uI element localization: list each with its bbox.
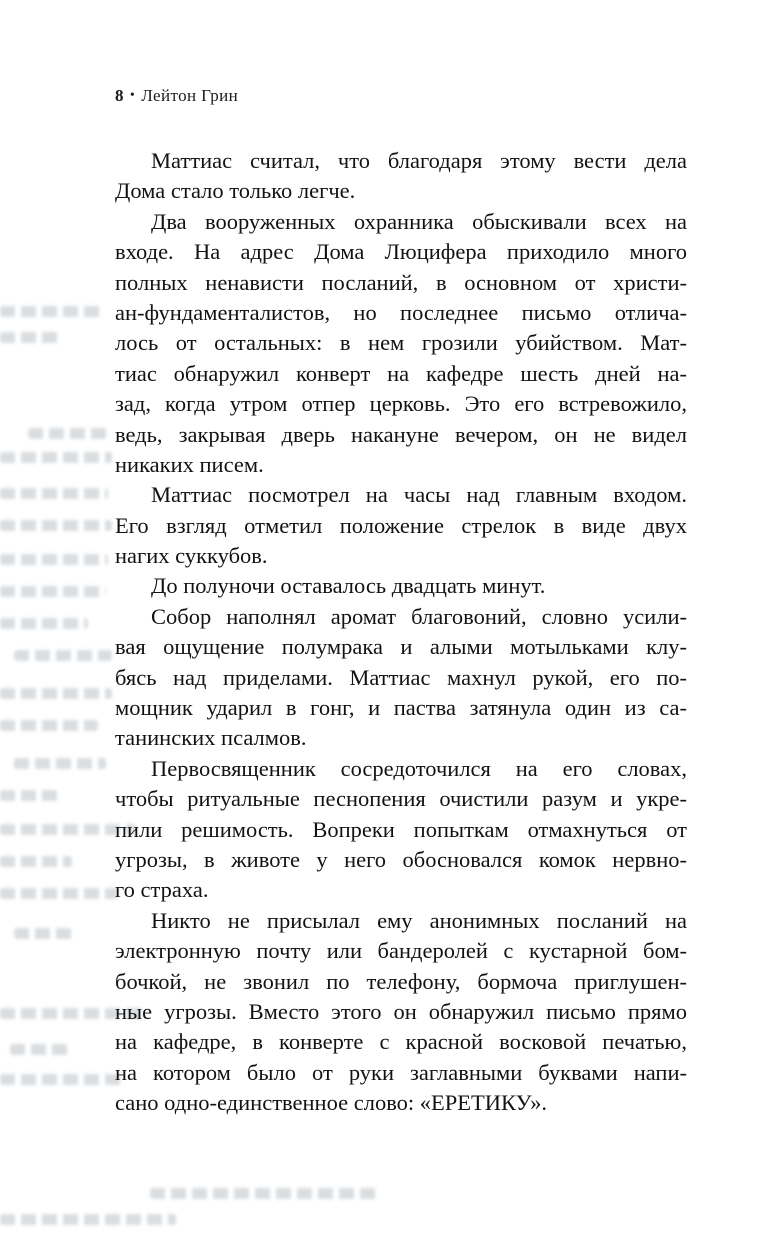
showthrough-text-smudge <box>0 488 108 499</box>
text-line: нагих суккубов. <box>115 543 268 569</box>
showthrough-text-smudge <box>0 520 112 531</box>
showthrough-text-smudge <box>0 888 118 899</box>
paragraph <box>115 146 687 207</box>
text-line: ан-фундаменталистов, но последнее письмо отлича- <box>115 299 687 325</box>
text-line: Собор наполнял аромат благовоний, словно усили- <box>151 603 687 629</box>
text-line: Первосвященник сосредоточился на его словах, <box>151 755 687 781</box>
text-line: входе. На адрес Дома Люцифера приходило много <box>115 239 687 265</box>
text-line: вая ощущение полумрака и алыми мотыльками клу- <box>115 634 687 660</box>
author-name: Лейтон Грин <box>141 86 239 105</box>
paragraph <box>115 480 687 571</box>
page-number: 8 <box>115 86 124 105</box>
showthrough-text-smudge <box>0 586 106 597</box>
text-line: сано одно-единственное слово: «ЕРЕТИКУ». <box>115 1090 547 1116</box>
text-line: тиас обнаружил конверт на кафедре шесть дней на- <box>115 360 687 386</box>
text-line: До полуночи оставалось двадцать минут. <box>151 573 546 599</box>
showthrough-text-smudge <box>14 758 106 769</box>
text-line: Никто не присылал ему анонимных посланий на <box>151 907 687 933</box>
text-line: на кафедре, в конверте с красной восковой печатью, <box>115 1029 687 1055</box>
text-line: бясь над приделами. Маттиас махнул рукой, его по- <box>115 664 687 690</box>
text-line: Маттиас считал, что благодаря этому вести дела <box>151 148 687 173</box>
paragraph <box>115 571 687 601</box>
showthrough-text-smudge <box>0 1214 176 1225</box>
text-line: Дома стало только легче. <box>115 178 356 204</box>
text-line: зад, когда утром отпер церковь. Это его встревожило, <box>115 391 687 417</box>
showthrough-text-smudge <box>10 1044 68 1055</box>
text-line: бочкой, не звонил по телефону, бормоча приглушен- <box>115 968 687 994</box>
text-line: на котором было от руки заглавными буквами напи- <box>115 1059 687 1085</box>
showthrough-text-smudge <box>0 306 100 317</box>
showthrough-text-smudge <box>0 554 108 565</box>
text-line: танинских псалмов. <box>115 725 307 751</box>
text-line: чтобы ритуальные песнопения очистили разум и укре- <box>115 786 687 812</box>
running-header <box>115 86 238 106</box>
showthrough-text-smudge <box>0 1074 126 1085</box>
paragraph <box>115 754 687 906</box>
showthrough-text-smudge <box>0 452 112 463</box>
text-line: го страха. <box>115 877 209 903</box>
text-line: лось от остальных: в нем грозили убийством. Мат- <box>115 330 687 356</box>
showthrough-text-smudge <box>0 790 58 801</box>
showthrough-text-smudge <box>0 688 112 699</box>
text-line: никаких писем. <box>115 451 264 477</box>
text-line: электронную почту или бандеролей с кустарной бом- <box>115 938 687 964</box>
text-line: Два вооруженных охранника обыскивали всех на <box>151 208 687 234</box>
text-line: пили решимость. Вопреки попыткам отмахнуться от <box>115 816 687 842</box>
paragraph <box>115 207 687 481</box>
text-line: Его взгляд отметил положение стрелок в виде двух <box>115 512 687 538</box>
showthrough-text-smudge <box>0 856 72 867</box>
text-line: ные угрозы. Вместо этого он обнаружил письмо прямо <box>115 998 687 1024</box>
showthrough-text-smudge <box>14 650 112 661</box>
paragraph <box>115 906 687 1119</box>
text-line: мощник ударил в гонг, и паства затянула один из са- <box>115 695 687 721</box>
showthrough-text-smudge <box>0 720 98 731</box>
header-bullet-separator: • <box>129 88 136 103</box>
showthrough-text-smudge <box>0 332 62 343</box>
text-line: полных ненависти посланий, в основном от христи- <box>115 269 687 295</box>
paragraph <box>115 602 687 754</box>
showthrough-text-smudge <box>28 428 108 439</box>
text-line: угрозы, в животе у него обосновался комок нервно- <box>115 846 687 872</box>
text-line: ведь, закрывая дверь накануне вечером, он не видел <box>115 421 687 447</box>
showthrough-text-smudge <box>0 618 88 629</box>
text-line: Маттиас посмотрел на часы над главным входом. <box>151 482 687 508</box>
page-text <box>115 146 687 1119</box>
showthrough-text-smudge <box>14 928 72 939</box>
showthrough-text-smudge <box>150 1188 376 1199</box>
